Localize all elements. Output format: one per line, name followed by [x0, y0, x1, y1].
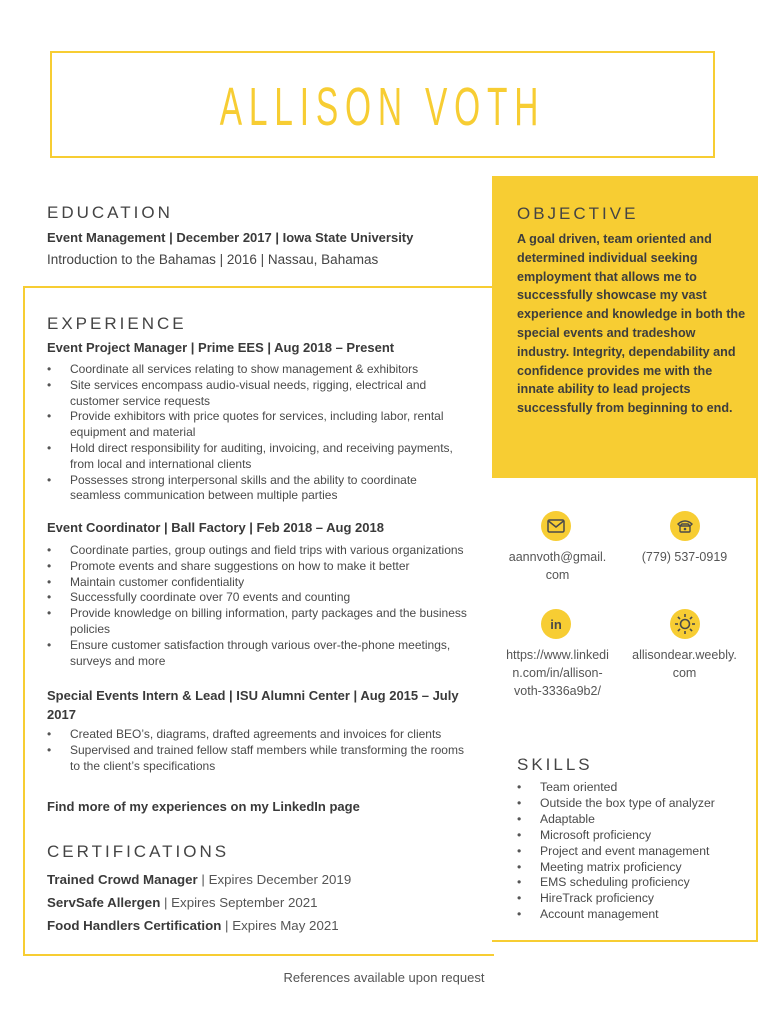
list-item: • Account management — [517, 907, 752, 923]
list-item: • Ensure customer satisfaction through various over-the-phone meetings, surveys and more — [47, 638, 467, 670]
email-line: com — [545, 568, 570, 582]
website-url[interactable] — [622, 646, 747, 682]
list-item: • Provide knowledge on billing information, party packages and the business policies — [47, 606, 467, 638]
education-line-2: Introduction to the Bahamas | 2016 | Nassau, Bahamas — [47, 252, 379, 267]
education-heading: EDUCATION — [47, 203, 173, 222]
job-title: Special Events Intern & Lead | ISU Alumni Center | Aug 2015 – July 2017 — [47, 688, 459, 722]
references-note: References available upon request — [283, 970, 485, 985]
linkedin-icon: in — [541, 609, 571, 639]
certification-detail: | Expires September 2021 — [160, 895, 318, 910]
list-item: • Hold direct responsibility for auditing, invoicing, and receiving payments, from local and international clients — [47, 441, 467, 473]
website-line: allisondear.weebly. — [632, 648, 737, 662]
list-item: • Created BEO’s, diagrams, drafted agreements and invoices for clients — [47, 727, 467, 743]
certification-name: Food Handlers Certification — [47, 918, 222, 933]
phone-icon — [670, 511, 700, 541]
job-bullets — [47, 727, 467, 774]
list-item: • Promote events and share suggestions on how to make it better — [47, 559, 467, 575]
job-bullets — [47, 543, 467, 669]
list-item: • EMS scheduling proficiency — [517, 875, 752, 891]
mail-icon — [541, 511, 571, 541]
list-item: • Successfully coordinate over 70 events and counting — [47, 590, 467, 606]
linkedin-note: Find more of my experiences on my LinkedIn page — [47, 799, 360, 814]
list-item: • Coordinate all services relating to show management & exhibitors — [47, 362, 467, 378]
job-bullets — [47, 362, 467, 504]
list-item: • Outside the box type of analyzer — [517, 796, 752, 812]
list-item: • Possesses strong interpersonal skills and the ability to coordinate seamless communication between multiple parties — [47, 473, 467, 505]
linkedin-url[interactable] — [495, 646, 620, 700]
list-item: • Maintain customer confidentiality — [47, 575, 467, 591]
certification-item — [47, 868, 351, 891]
skills-heading: SKILLS — [517, 755, 593, 774]
skills-list — [517, 780, 752, 923]
certifications-heading: CERTIFICATIONS — [47, 842, 230, 861]
list-item: • Supervised and trained fellow staff members while transforming the rooms to the client’s specifications — [47, 743, 467, 775]
objective-text: A goal driven, team oriented and determined individual seeking employment that allows me to successfully showcase my vast experience and knowledge in both the special events and tradeshow industry. Integrity, dependability and confidence provides me with the innate ability to lead projects successfully from beginning to end. — [517, 232, 746, 416]
experience-heading: EXPERIENCE — [47, 314, 187, 333]
certification-detail: | Expires December 2019 — [197, 872, 352, 887]
email-text[interactable] — [495, 548, 620, 584]
list-item: • Coordinate parties, group outings and field trips with various organizations — [47, 543, 467, 559]
email-line: aannvoth@gmail. — [508, 550, 607, 564]
education-line-1: Event Management | December 2017 | Iowa State University — [47, 230, 414, 245]
candidate-name: ALLISON VOTH — [219, 77, 546, 137]
objective-heading: OBJECTIVE — [517, 204, 639, 223]
list-item: • Microsoft proficiency — [517, 828, 752, 844]
sun-icon — [670, 609, 700, 639]
website-line: com — [672, 666, 697, 680]
list-item: • Site services encompass audio-visual needs, rigging, electrical and customer service requests — [47, 378, 467, 410]
linkedin-line: https://www.linkedi — [506, 648, 609, 662]
list-item: • Project and event management — [517, 844, 752, 860]
certification-detail: | Expires May 2021 — [221, 918, 339, 933]
certification-item — [47, 891, 351, 914]
job-title: Event Project Manager | Prime EES | Aug 2018 – Present — [47, 340, 395, 355]
certification-name: Trained Crowd Manager — [47, 872, 198, 887]
list-item: • Meeting matrix proficiency — [517, 860, 752, 876]
phone-text[interactable]: (779) 537-0919 — [641, 550, 728, 564]
certification-name: ServSafe Allergen — [47, 895, 161, 910]
list-item: • Team oriented — [517, 780, 752, 796]
linkedin-line: voth-3336a9b2/ — [514, 684, 601, 698]
certification-item — [47, 914, 351, 937]
list-item: • Provide exhibitors with price quotes for services, including labor, rental equipment and material — [47, 409, 467, 441]
job-title: Event Coordinator | Ball Factory | Feb 2018 – Aug 2018 — [47, 520, 384, 535]
list-item: • Adaptable — [517, 812, 752, 828]
linkedin-line: n.com/in/allison- — [512, 666, 603, 680]
certifications-list — [47, 868, 351, 937]
list-item: • HireTrack proficiency — [517, 891, 752, 907]
